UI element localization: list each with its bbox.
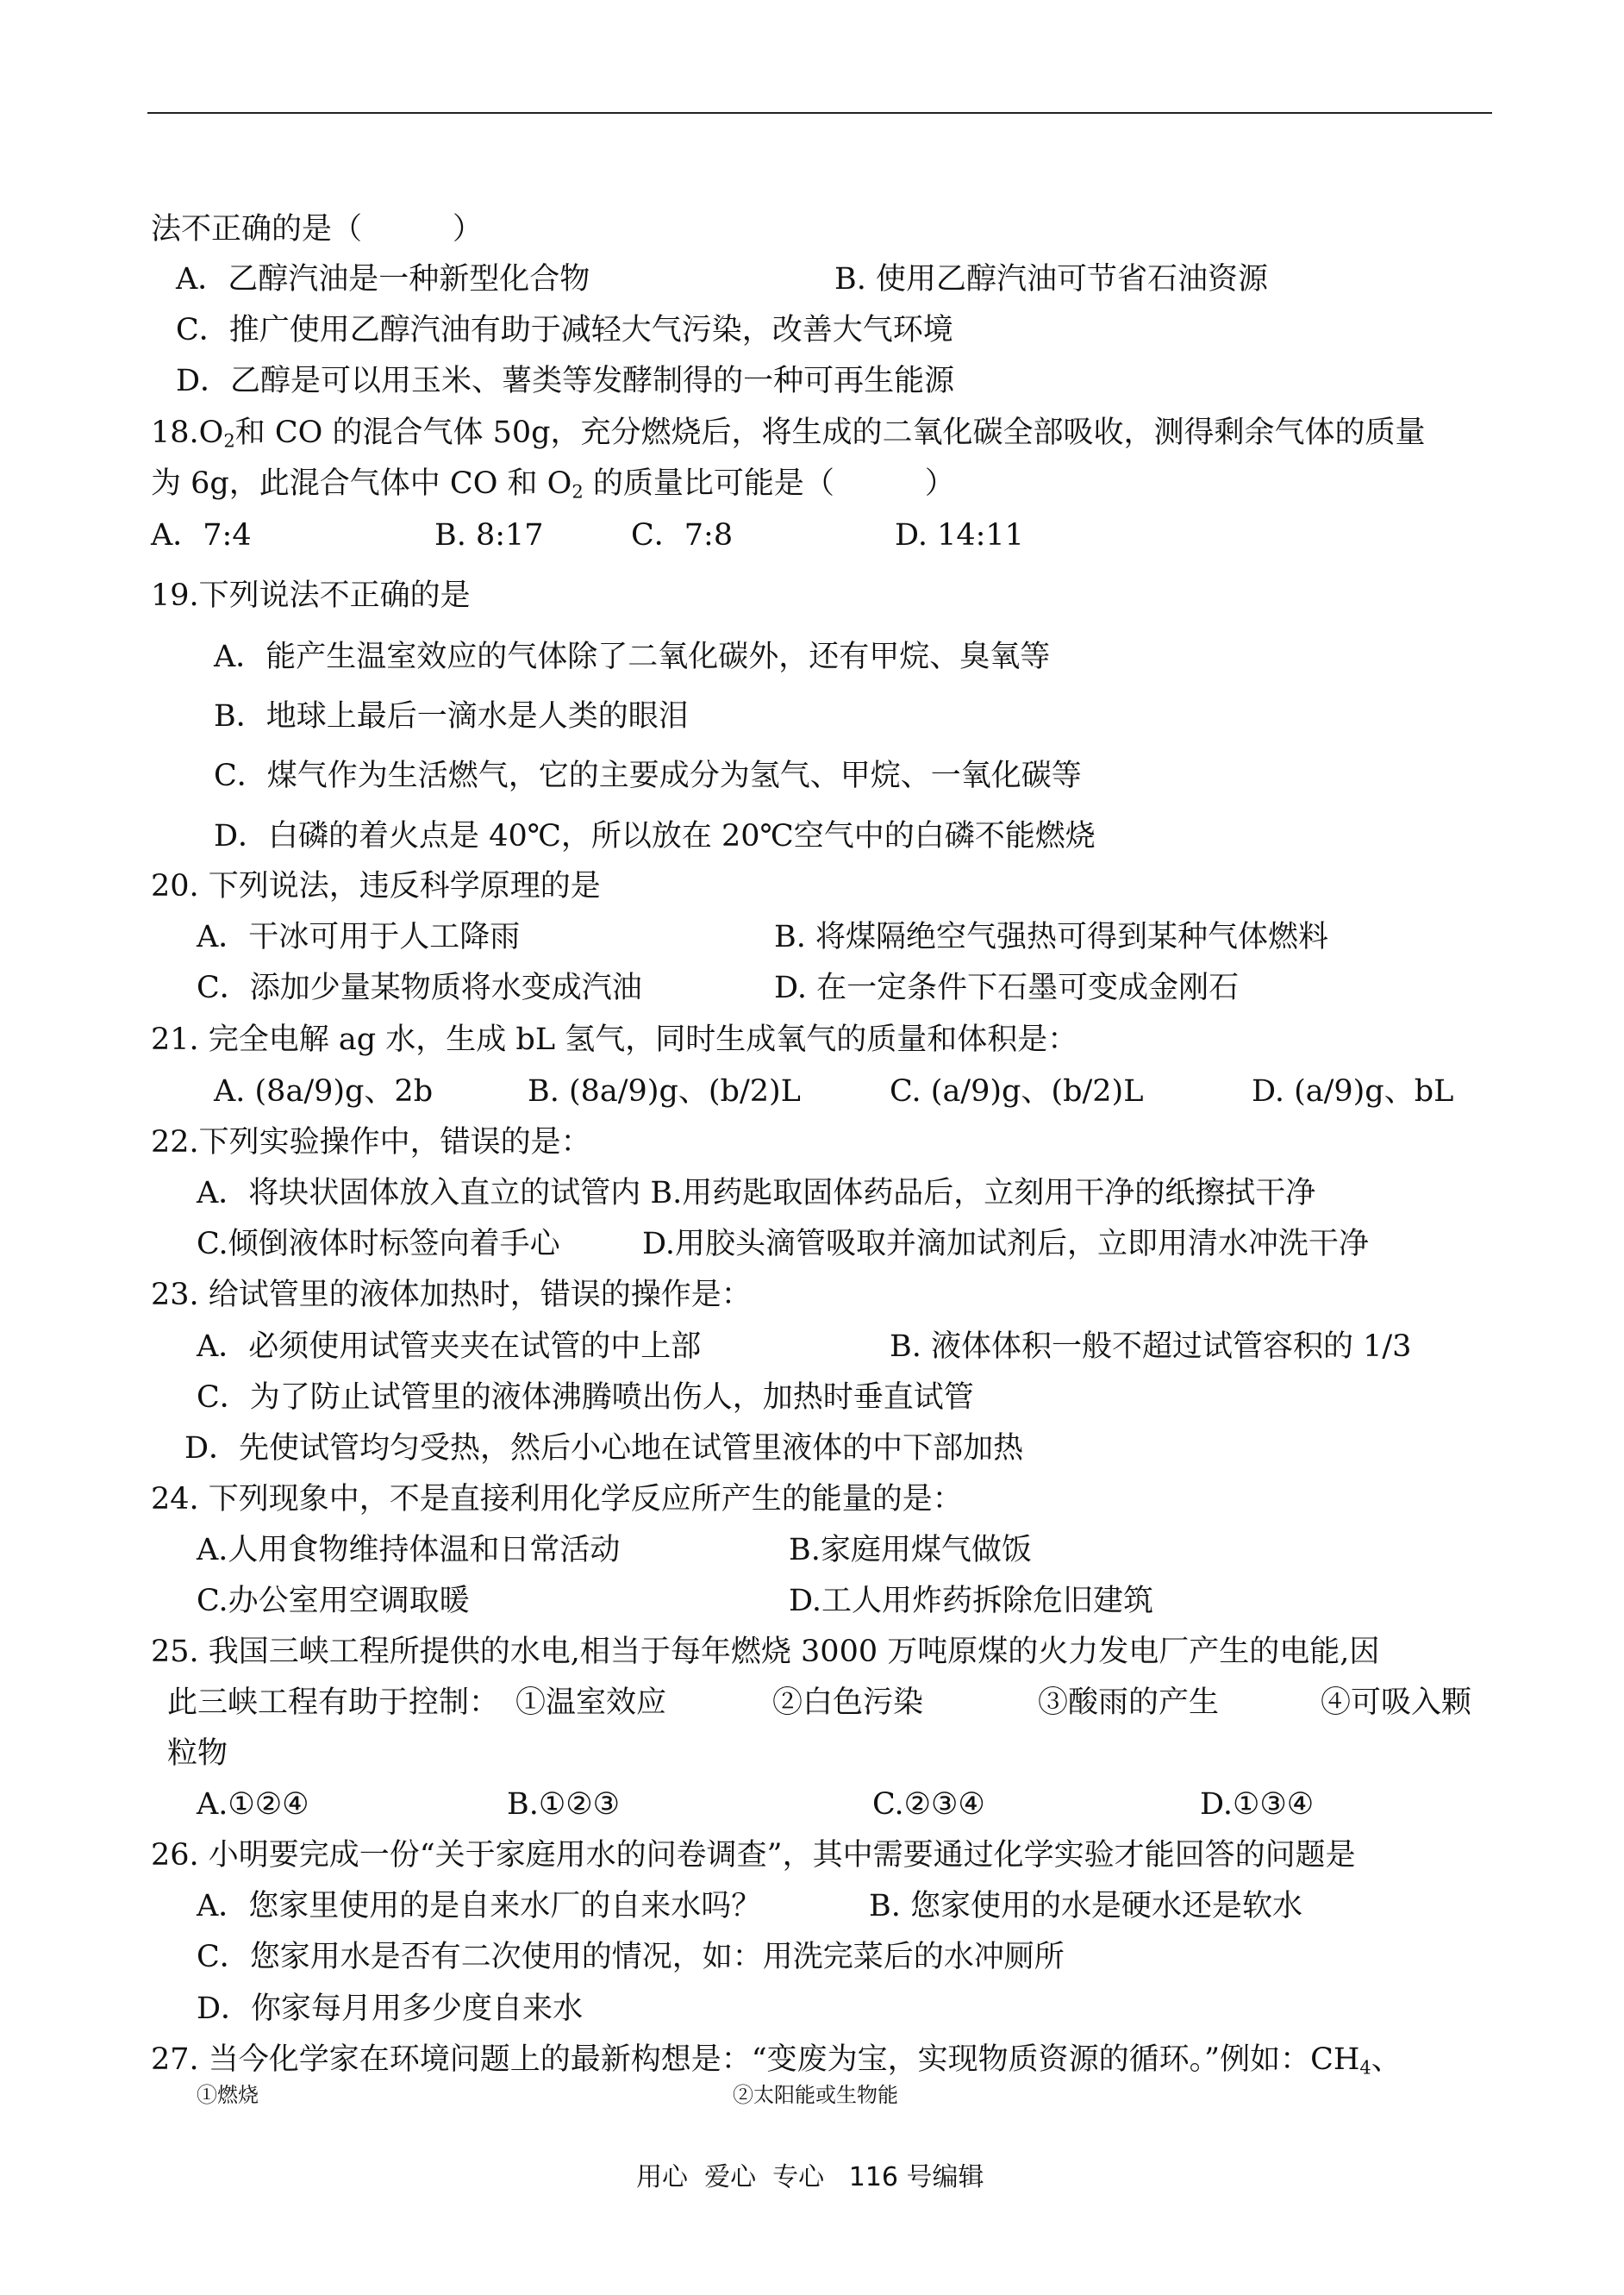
q21-option-d: D. (a/9)g、bL [1252,1074,1454,1109]
q25-option-a: A.①②④ [197,1787,309,1822]
q19-option-a: A．能产生温室效应的气体除了二氧化碳外，还有甲烷、臭氧等 [214,640,1051,674]
q25-option-d: D.①③④ [1200,1787,1315,1822]
q17-stem-tail: 法不正确的是（ ） [151,212,484,247]
header-rule [147,112,1492,114]
q22-stem: 22.下列实验操作中，错误的是： [151,1125,591,1160]
q23-option-d: D．先使试管均匀受热，然后小心地在试管里液体的中下部加热 [184,1431,1024,1466]
q26-option-c: C．您家用水是否有二次使用的情况，如：用洗完菜后的水冲厕所 [197,1940,1065,1974]
q21-option-a: A. (8a/9)g、2b [214,1074,434,1109]
q22-option-c: C.倾倒液体时标签向着手心 [197,1227,560,1261]
q25-stem-line3: 粒物 [167,1736,228,1771]
q24-option-b: B.家庭用煤气做饭 [789,1533,1032,1567]
q23-option-c: C．为了防止试管里的液体沸腾喷出伤人，加热时垂直试管 [197,1380,974,1415]
q17-option-d: D．乙醇是可以用玉米、薯类等发酵制得的一种可再生能源 [176,364,955,398]
q24-option-d: D.工人用炸药拆除危旧建筑 [789,1584,1153,1618]
q22-option-ab: A．将块状固体放入直立的试管内 B.用药匙取固体药品后，立刻用干净的纸擦拭干净 [197,1176,1316,1210]
q25-item-4: ④可吸入颗 [1321,1685,1472,1720]
q18-stem-line2: 为 6g，此混合气体中 CO 和 $O_2$ 的质量比可能是（ ） [151,466,955,503]
q24-option-c: C.办公室用空调取暖 [197,1584,470,1618]
q19-option-c: C．煤气作为生活燃气，它的主要成分为氢气、甲烷、一氧化碳等 [214,759,1082,793]
q27-note-combustion: ①燃烧 [197,2083,259,2107]
q18-option-a: A．7:4 [151,518,252,553]
q18-option-c: C．7:8 [631,518,734,553]
q25-item-2: ②白色污染 [772,1685,924,1720]
q22-option-d: D.用胶头滴管吸取并滴加试剂后，立即用清水冲洗干净 [642,1227,1369,1261]
page-footer: 用心 爱心 专心 116 号编辑 [636,2162,984,2192]
q26-option-d: D．你家每月用多少度自来水 [197,1992,584,2026]
q25-stem-line2: 此三峡工程有助于控制： [167,1685,500,1720]
q20-stem: 20. 下列说法，违反科学原理的是 [151,869,601,904]
q27-note-solar: ②太阳能或生物能 [733,2083,898,2107]
q19-stem: 19.下列说法不正确的是 [151,578,471,613]
q21-option-b: B. (8a/9)g、(b/2)L [528,1074,801,1109]
q18-option-d: D. 14:11 [895,518,1024,553]
q23-stem: 23. 给试管里的液体加热时，错误的操作是： [151,1278,752,1312]
q25-item-3: ③酸雨的产生 [1038,1685,1220,1720]
q20-option-b: B. 将煤隔绝空气强热可得到某种气体燃料 [774,920,1328,954]
q27-stem: 27. 当今化学家在环境问题上的最新构想是：“变废为宝，实现物质资源的循环。”例如：$CH_4$、 [151,2042,1402,2079]
q24-option-a: A.人用食物维持体温和日常活动 [197,1533,621,1567]
q24-stem: 24. 下列现象中，不是直接利用化学反应所产生的能量的是： [151,1482,963,1516]
q19-option-b: B．地球上最后一滴水是人类的眼泪 [214,699,689,734]
q18-option-b: B. 8:17 [434,518,544,553]
q17-option-a: A．乙醇汽油是一种新型化合物 [176,262,590,297]
q21-stem: 21. 完全电解 ag 水，生成 bL 氢气，同时生成氧气的质量和体积是： [151,1022,1078,1057]
q26-option-b: B. 您家使用的水是硬水还是软水 [869,1889,1302,1923]
q23-option-b: B. 液体体积一般不超过试管容积的 1/3 [890,1329,1412,1364]
q20-option-a: A．干冰可用于人工降雨 [197,920,521,954]
q21-option-c: C. (a/9)g、(b/2)L [890,1074,1144,1109]
q20-option-d: D. 在一定条件下石墨可变成金刚石 [774,971,1240,1005]
q23-option-a: A．必须使用试管夹夹在试管的中上部 [197,1329,702,1364]
q20-option-c: C．添加少量某物质将水变成汽油 [197,971,642,1005]
q26-stem: 26. 小明要完成一份“关于家庭用水的问卷调查”，其中需要通过化学实验才能回答的问题是 [151,1838,1356,1873]
q25-option-b: B.①②③ [507,1787,620,1822]
q19-option-d: D．白磷的着火点是 40℃，所以放在 20℃空气中的白磷不能燃烧 [214,819,1096,854]
q17-option-b: B. 使用乙醇汽油可节省石油资源 [834,262,1268,297]
q25-stem-line1: 25. 我国三峡工程所提供的水电,相当于每年燃烧 3000 万吨原煤的火力发电厂产生的电能,因 [151,1635,1380,1669]
q17-option-c: C．推广使用乙醇汽油有助于减轻大气污染，改善大气环境 [176,313,953,347]
q25-option-c: C.②③④ [872,1787,985,1822]
q26-option-a: A．您家里使用的是自来水厂的自来水吗？ [197,1889,762,1923]
q25-item-1: ①温室效应 [515,1685,667,1720]
q18-stem-line1: $18.O_2$和 CO 的混合气体 50g，充分燃烧后，将生成的二氧化碳全部吸收，测得剩余气体的质量 [151,416,1426,452]
